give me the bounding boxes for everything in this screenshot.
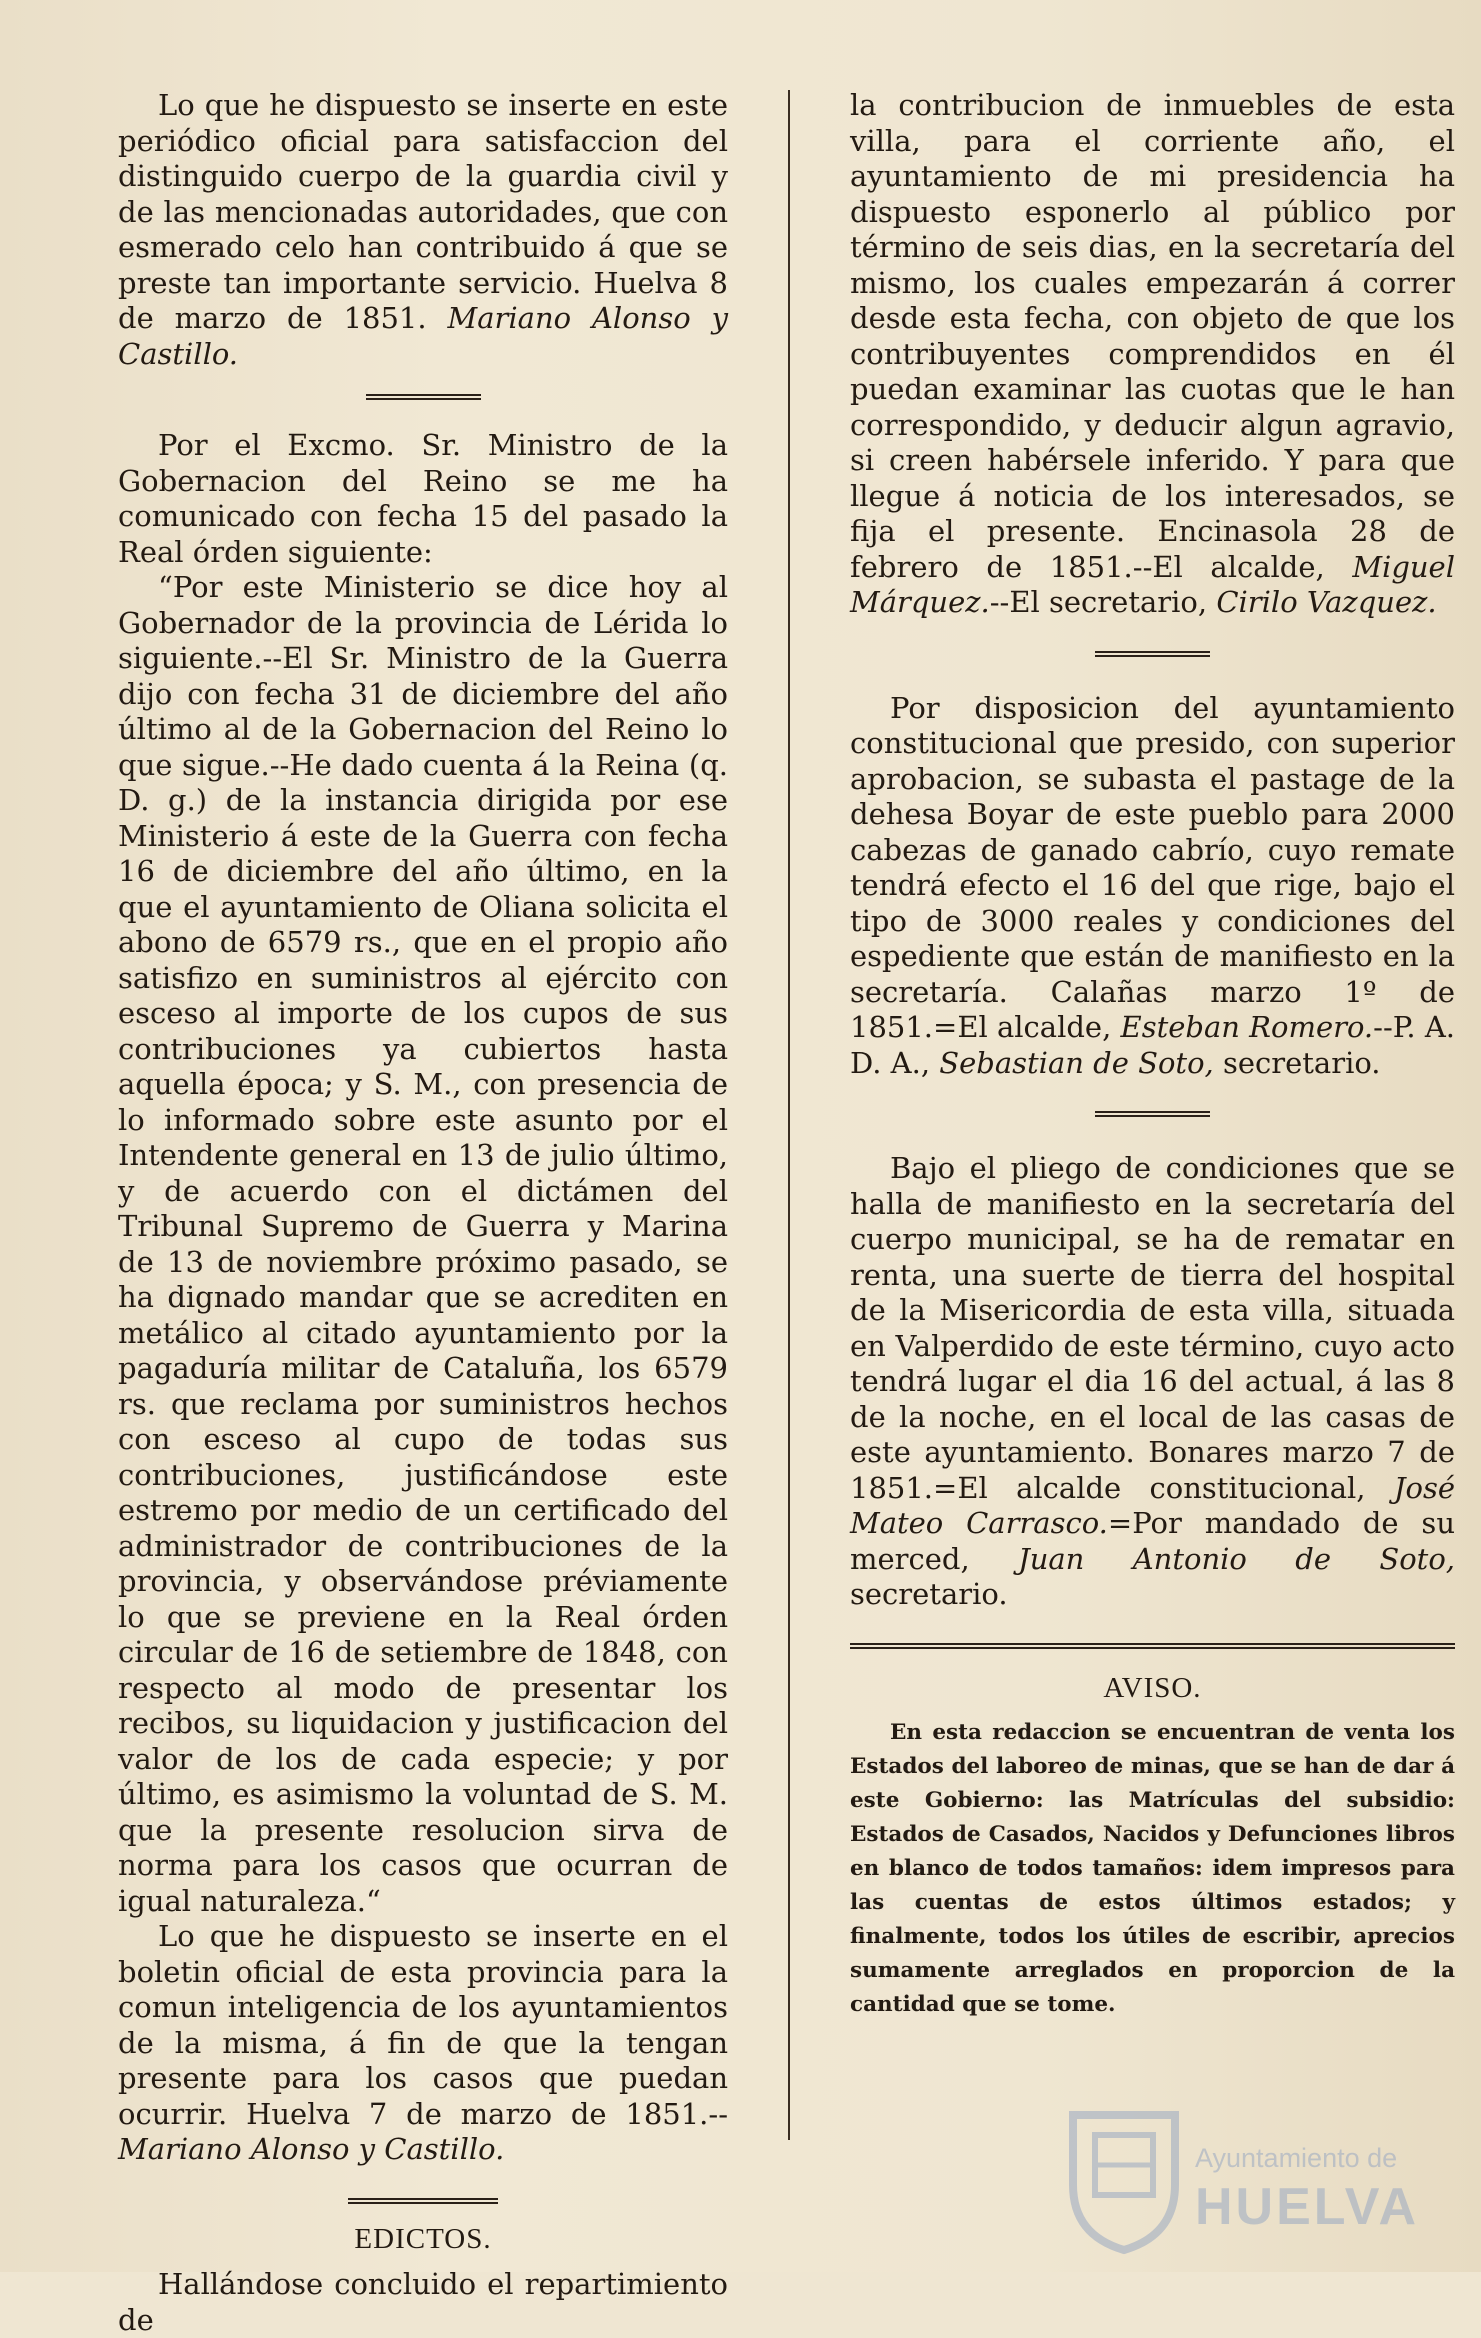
paragraph-text: Lo que he dispuesto se inserte en este periódico oficial para satisfaccion del distinguido cuerpo de la guardia civil y de las mencionadas autoridades, que con esmerado celo han contribuido á que se preste tan importante servicio. Huelva 8 de marzo de 1851. [118,88,728,335]
watermark-line1: Ayuntamiento de [1195,2143,1398,2173]
signature: Miguel Márquez. [850,549,1455,619]
signature: Mariano Alonso y Castillo. [118,301,728,371]
ornament-divider [1095,1111,1210,1117]
aviso-heading: AVISO. [1103,1671,1202,1704]
paragraph-text: --El secretario, [989,585,1208,619]
aviso-paragraph: En esta redaccion se encuentran de venta los Estados del laboreo de minas, que se han de dar á este Gobierno: las Matrículas del subsidio: Estados de Casados, Nacidos y Defunciones libros en blanco de todos tamaños: idem impresos para las cuentas de estos últimos estados; y finalmente, todos los útiles de escribir, aprecios sumamente arreglados en proporcion de la cantidad que se tome. [850,1720,1455,2017]
ornament-divider [1095,651,1210,657]
ornament-divider [348,2198,498,2204]
paragraph-text: secretario. [1222,1045,1381,1080]
paragraph-text: --P. A. D. A., [850,1010,1455,1080]
right-column [850,88,1455,2022]
edictos-heading: EDICTOS. [354,2222,492,2255]
signature: Esteban Romero. [1120,1010,1374,1044]
signature: Mariano Alonso y Castillo. [118,2132,505,2166]
shield-icon [1065,2105,1183,2255]
paragraph-text: =Por mandado de su merced, [850,1506,1455,1576]
paragraph-boletin [118,1919,728,2168]
paragraph-text: secretario. [850,1577,1008,1611]
paragraph-real-orden: “Por este Ministerio se dice hoy al Gobernador de la provincia de Lérida lo siguiente.--El Sr. Ministro de la Guerra dijo con fecha 31 de diciembre del año último al de la Gobernacion del Reino lo que sigue.--He dado cuenta á la Reina (q. D. g.) de la instancia dirigida por ese Ministerio á este de la Guerra con fecha 16 de diciembre del año último, en la que el ayuntamiento de Oliana solicita el abono de 6579 rs., que en el propio año satisfizo en suministros al ejército con esceso al importe de los cupos de sus contribuciones ya cubiertos hasta aquella época; y S. M., con presencia de lo informado sobre este asunto por el Intendente general en 13 de julio último, y de acuerdo con el dictámen del Tribunal Supremo de Guerra y Marina de 13 de noviembre próximo pasado, se ha dignado mandar que se acrediten en metálico al citado ayuntamiento por la pagaduría militar de Cataluña, los 6579 rs. que reclama por suministros hechos con esceso al cupo de todas sus contribuciones, justificándose este estremo por medio de un certificado del administrador de contribuciones de la provincia, y observándose préviamente lo que se previene en la Real órden circular de 16 de setiembre de 1848, con respecto al modo de presentar los recibos, su liquidacion y justificacion del valor de los de cada especie; y por último, es asimismo la voluntad de S. M. que la presente resolucion sirva de norma para los casos que ocurran de igual naturaleza.“ [118,570,728,1918]
paragraph-encinasola [850,88,1455,621]
paragraph-text: la contribucion de inmuebles de esta villa, para el corriente año, el ayuntamiento de mi presidencia ha dispuesto esponerlo al público por término de seis dias, en la secretaría del mismo, los cuales empezarán á correr desde esta fecha, con objeto de que los contribuyentes comprendidos en él puedan examinar las cuotas que le han correspondido, y deducir algun agravio, si creen habérsele inferido. Y para que llegue á noticia de los interesados, se fija el presente. Encinasola 28 de febrero de 1851.--El alcalde, [850,88,1455,584]
paragraph-ministro-intro: Por el Excmo. Sr. Ministro de la Gobernacion del Reino se me ha comunicado con fecha 15 del pasado la Real órden siguiente: [118,428,728,569]
watermark-line2: HUELVA [1195,2178,1420,2236]
archive-watermark [1065,2105,1420,2255]
paragraph-text: Lo que he dispuesto se inserte en el boletin oficial de esta provincia para la comun inteligencia de los ayuntamientos de la misma, á fin de que la tengan presente para los casos que puedan ocurrir. Huelva 7 de marzo de 1851.-- [118,1919,728,2131]
paragraph-calanas [850,691,1455,1082]
left-column [118,88,728,2338]
ornament-divider [850,1643,1455,1649]
paragraph-bonares [850,1151,1455,1613]
signature: José Mateo Carrasco. [850,1470,1455,1540]
signature: Juan Antonio de Soto, [1018,1541,1456,1576]
paragraph-text: Bajo el pliego de condiciones que se halla de manifiesto en la secretaría del cuerpo municipal, se ha de rematar en renta, una suerte de tierra del hospital de la Misericordia de esta villa, situada en Valperdido de este término, cuyo acto tendrá lugar el dia 16 del actual, á las 8 de la noche, en el local de las casas de este ayuntamiento. Bonares marzo 7 de 1851.=El alcalde constitucional, [850,1151,1455,1505]
paragraph-repartimiento: Hallándose concluido el repartimiento de [118,2267,728,2337]
ornament-divider [366,394,481,400]
paragraph-guardia-civil [118,88,728,372]
signature: Sebastian de Soto, [939,1045,1214,1080]
column-rule [788,90,790,2140]
paragraph-text: Por disposicion del ayuntamiento constitucional que presido, con superior aprobacion, se subasta el pastage de la dehesa Boyar de este pueblo para 2000 cabezas de ganado cabrío, cuyo remate tendrá efecto el 16 del que rige, bajo el tipo de 3000 reales y condiciones del espediente que están de manifiesto en la secretaría. Calañas marzo 1º de 1851.=El alcalde, [850,690,1455,1044]
signature: Cirilo Vazquez. [1216,585,1437,619]
